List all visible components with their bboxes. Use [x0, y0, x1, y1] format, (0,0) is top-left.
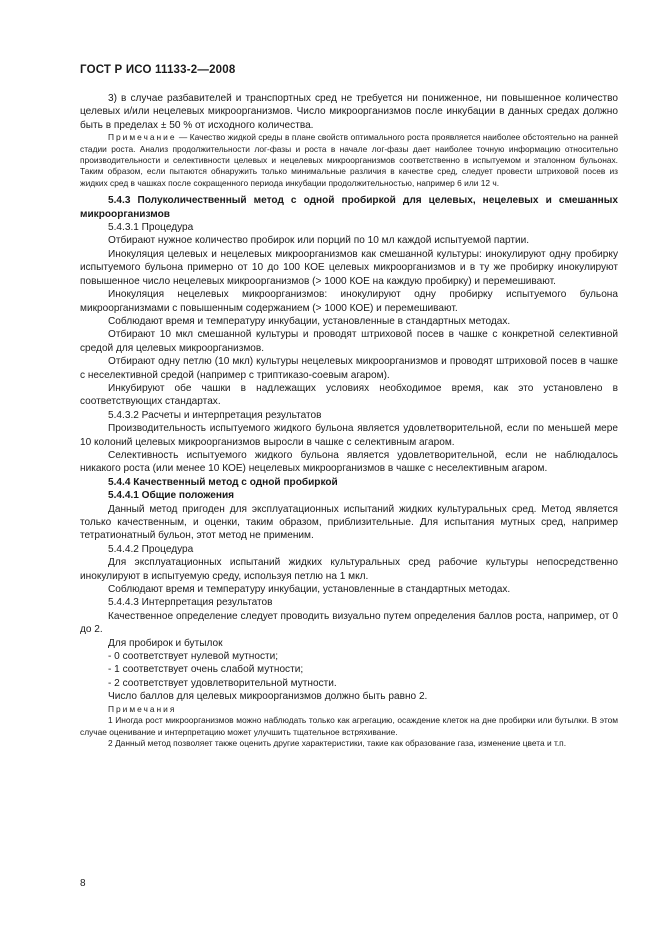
subsection-5-4-4-3-heading: 5.4.4.3 Интерпретация результатов — [108, 597, 273, 609]
page-number: 8 — [80, 878, 86, 889]
subsection-5-4-4-1-heading: 5.4.4.1 Общие положения — [108, 490, 235, 502]
document-code-header: ГОСТ Р ИСО 11133-2—2008 — [80, 64, 236, 76]
body-paragraph: Для эксплуатационных испытаний жидких культуральных сред рабочие культуры непосредственно инокулируют в испытуемую среду, используя петлю на 1 мкл. — [80, 557, 618, 582]
body-paragraph: Инкубируют обе чашки в надлежащих условиях необходимое время, как это установлено в соответствующих стандартах. — [80, 382, 618, 408]
notes-label-text: Примечания — [108, 703, 177, 714]
tubes-intro: Для пробирок и бутылок — [108, 637, 223, 649]
note-label: Примечание — [108, 132, 177, 143]
body-paragraph: Данный метод пригоден для эксплуатационных испытаний жидких культуральных сред. Метод является только качественным, и оценки, таким образом, приблизительные. Для испытания мутных сред, например тетратионатный бульон, этот метод не применим. — [80, 503, 618, 542]
section-5-4-4-heading: 5.4.4 Качественный метод с одной пробиркой — [108, 476, 338, 488]
page-content — [80, 92, 618, 749]
body-paragraph: Инокуляция целевых и нецелевых микроорганизмов как смешанной культуры: инокулируют одну пробирку испытуемого бульона примерно от 10 до 100 КОЕ целевых микроорганизмов и в ту же пробирку инокулируют повышенное число нецелевых микроорганизмов (> 1000 КОЕ на каждую пробирку) и перемешивают. — [80, 248, 618, 287]
body-paragraph: Селективность испытуемого жидкого бульона является удовлетворительной, если не наблюдалось никакого роста (или менее 10 КОЕ) нецелевых микроорганизмов в чашке с неселективным агаром. — [80, 449, 618, 475]
notes-label — [80, 704, 618, 715]
subsection-5-4-3-2-heading: 5.4.3.2 Расчеты и интерпретация результатов — [108, 409, 322, 421]
body-paragraph: Соблюдают время и температуру инкубации, установленные в стандартных методах. — [108, 584, 511, 596]
body-paragraph: Инокуляция нецелевых микроорганизмов: инокулируют одну пробирку испытуемого бульона микроорганизмами с повышенным содержанием (> 1000 КОЕ) и перемешивают. — [80, 289, 618, 314]
list-item: - 0 соответствует нулевой мутности; — [108, 651, 279, 663]
body-paragraph: Отбирают 10 мкл смешанной культуры и проводят штриховой посев в чашке с конкретной селективной средой для целевых микроорганизмов. — [80, 329, 618, 354]
list-item: - 2 соответствует удовлетворительной мутности. — [108, 677, 337, 689]
item-3-paragraph: 3) в случае разбавителей и транспортных сред не требуется ни пониженное, ни повышенное количество целевых и/или нецелевых микроорганизмов. Число микроорганизмов после инкубации в данных средах должно быть в пределах ± 50 % от исходного количества. — [80, 93, 618, 131]
note-paragraph — [80, 132, 618, 189]
note-item: 2 Данный метод позволяет также оценить другие характеристики, такие как образование газа, изменение цвета и т.п. — [108, 737, 567, 748]
subsection-5-4-3-1-heading: 5.4.3.1 Процедура — [108, 222, 194, 234]
note-text: — Качество жидкой среды в плане свойств оптимального роста проявляется наиболее обстоятельно на ранней стадии роста. Анализ продолжительности лог-фазы и роста в начале лог-фазы дает наиболее точную информацию относительно производительности и селективности целевых и нецелевых микроорганизмов соответственно в испытуемом и эталонном бульонах. Таким образом, если пытаются обнаружить только минимальные различия в качестве сред, следует провести штриховой посев из жидких сред в чашках после сокращенного периода инкубации продолжительностью, например 6 или 12 ч. — [80, 132, 618, 188]
body-paragraph: Отбирают одну петлю (10 мкл) культуры нецелевых микроорганизмов и проводят штриховой посев в чашке с неселективной средой (например с триптиказо-соевым агаром). — [80, 356, 618, 381]
section-5-4-3-heading: 5.4.3 Полуколичественный метод с одной пробиркой для целевых, нецелевых и смешанных микроорганизмов — [80, 195, 618, 220]
body-paragraph: Отбирают нужное количество пробирок или порций по 10 мл каждой испытуемой партии. — [108, 235, 530, 247]
body-paragraph: Качественное определение следует проводить визуально путем определения баллов роста, например, от 0 до 2. — [80, 610, 618, 636]
body-paragraph: Соблюдают время и температуру инкубации, установленные в стандартных методах. — [108, 315, 511, 327]
body-paragraph: Число баллов для целевых микроорганизмов должно быть равно 2. — [108, 691, 428, 703]
subsection-5-4-4-2-heading: 5.4.4.2 Процедура — [108, 543, 194, 555]
body-paragraph: Производительность испытуемого жидкого бульона является удовлетворительной, если по меньшей мере 10 колоний целевых микроорганизмов выросли в чашке с селективным агаром. — [80, 423, 618, 448]
list-item: - 1 соответствует очень слабой мутности; — [108, 664, 304, 676]
note-item: 1 Иногда рост микроорганизмов можно наблюдать только как агрегацию, осаждение клеток на дне пробирки или бутылки. В этом случае оценивание и интерпретацию может улучшить тщательное встряхивание. — [80, 715, 618, 737]
